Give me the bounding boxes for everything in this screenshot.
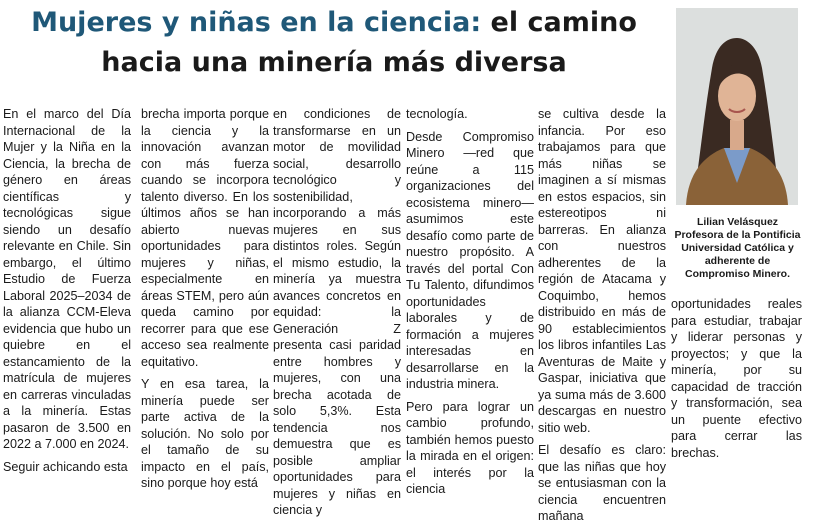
paragraph: En el marco del Día Internacional de la Mujer y la Niña en la Ciencia, la brecha de género en áreas científicas y tecnológicas sigue siendo un desafío relevante en Chile. Sin embargo, el último Estudio de Fuerza Laboral 2025–2034 de la alianza CCM-Eleva evidencia que hubo un quiebre en el estancamiento de la matrícula de mujeres en carreras vinculadas a la minería. Estas pasaron de 3.500 en 2022 a 7.000 en 2024. [3, 107, 131, 451]
headline-accent: Mujeres y niñas en la ciencia: [31, 7, 482, 38]
paragraph: en condiciones de transformarse en un motor de movilidad social, desarrollo tecnológico y sostenibilidad, incorporando a más mujeres en sus distintos roles. Según el mismo estudio, la minería ya muestra avances concretos en equidad: la Generación Z presenta casi paridad entre hombres y mujeres, con una brecha acotada de solo 5,3%. Esta tendencia nos demuestra que es posible ampliar oportunidades para mujeres y niñas en ciencia y [273, 107, 401, 517]
paragraph: Desde Compromiso Minero —red que reúne a 115 organizaciones del ecosistema minero— asumimos este desafío como parte de nuestro propósito. A través del portal Con Tu Talento, difundimos oportunidades laborales y de formación a mujeres interesadas en desarrollarse en la industria minera. [406, 129, 534, 391]
paragraph: se cultiva desde la infancia. Por eso trabajamos para que más niñas se imaginen a sí mismas en estos espacios, sin estereotipos ni barreras. En alianza con nuestros adherentes de la región de Atacama y Coquimbo, hemos distribuido en más de 90 establecimientos los libros infantiles Las Aventuras de Maite y Gaspar, iniciativa que ya suma más de 3.600 descargas en nuestro sitio web. [538, 107, 666, 435]
headline-line-1 [0, 4, 668, 42]
paragraph: El desafío es claro: que las niñas que hoy se entusiasman con la ciencia encuentren mañana [538, 443, 666, 523]
headline-line-2: hacia una minería más diversa [101, 47, 567, 78]
author-photo [676, 8, 798, 205]
paragraph: tecnología. [406, 107, 468, 121]
article-column-3 [273, 106, 401, 517]
headline-rest: el camino [481, 7, 637, 38]
author-name: Lilian Velásquez [696, 216, 779, 228]
paragraph: Pero para lograr un cambio profundo, también hemos puesto la mirada en el origen: el interés por la ciencia [406, 399, 534, 496]
article-column-5 [538, 106, 666, 523]
article-column-4 [406, 106, 534, 496]
author-role: Profesora de la Pontificia Universidad Católica y adherente de Compromiso Minero. [674, 229, 801, 280]
paragraph: oportunidades reales para estudiar, trabajar y liderar personas y proyectos; y que la minería, por su capacidad de tracción y transformación, sea un puente efectivo para cerrar las brechas. [671, 297, 802, 460]
photo-caption [672, 216, 803, 281]
article-column-6 [671, 296, 802, 460]
article-column-1 [3, 106, 131, 474]
paragraph: Y en esa tarea, la minería puede ser parte activa de la solución. No solo por el tamaño de su impacto en el país, sino porque hoy está [141, 377, 269, 490]
article-column-2 [141, 106, 269, 490]
paragraph: brecha importa porque la ciencia y la innovación avanzan con más fuerza cuando se incorpora talento diverso. En los últimos años se han abierto nuevas oportunidades para mujeres y niñas, especialmente en áreas STEM, pero aún queda camino por recorrer para que ese acceso sea realmente equitativo. [141, 107, 269, 369]
paragraph: Seguir achicando esta [3, 459, 128, 474]
headline [0, 4, 668, 82]
portrait-illustration [676, 8, 798, 205]
